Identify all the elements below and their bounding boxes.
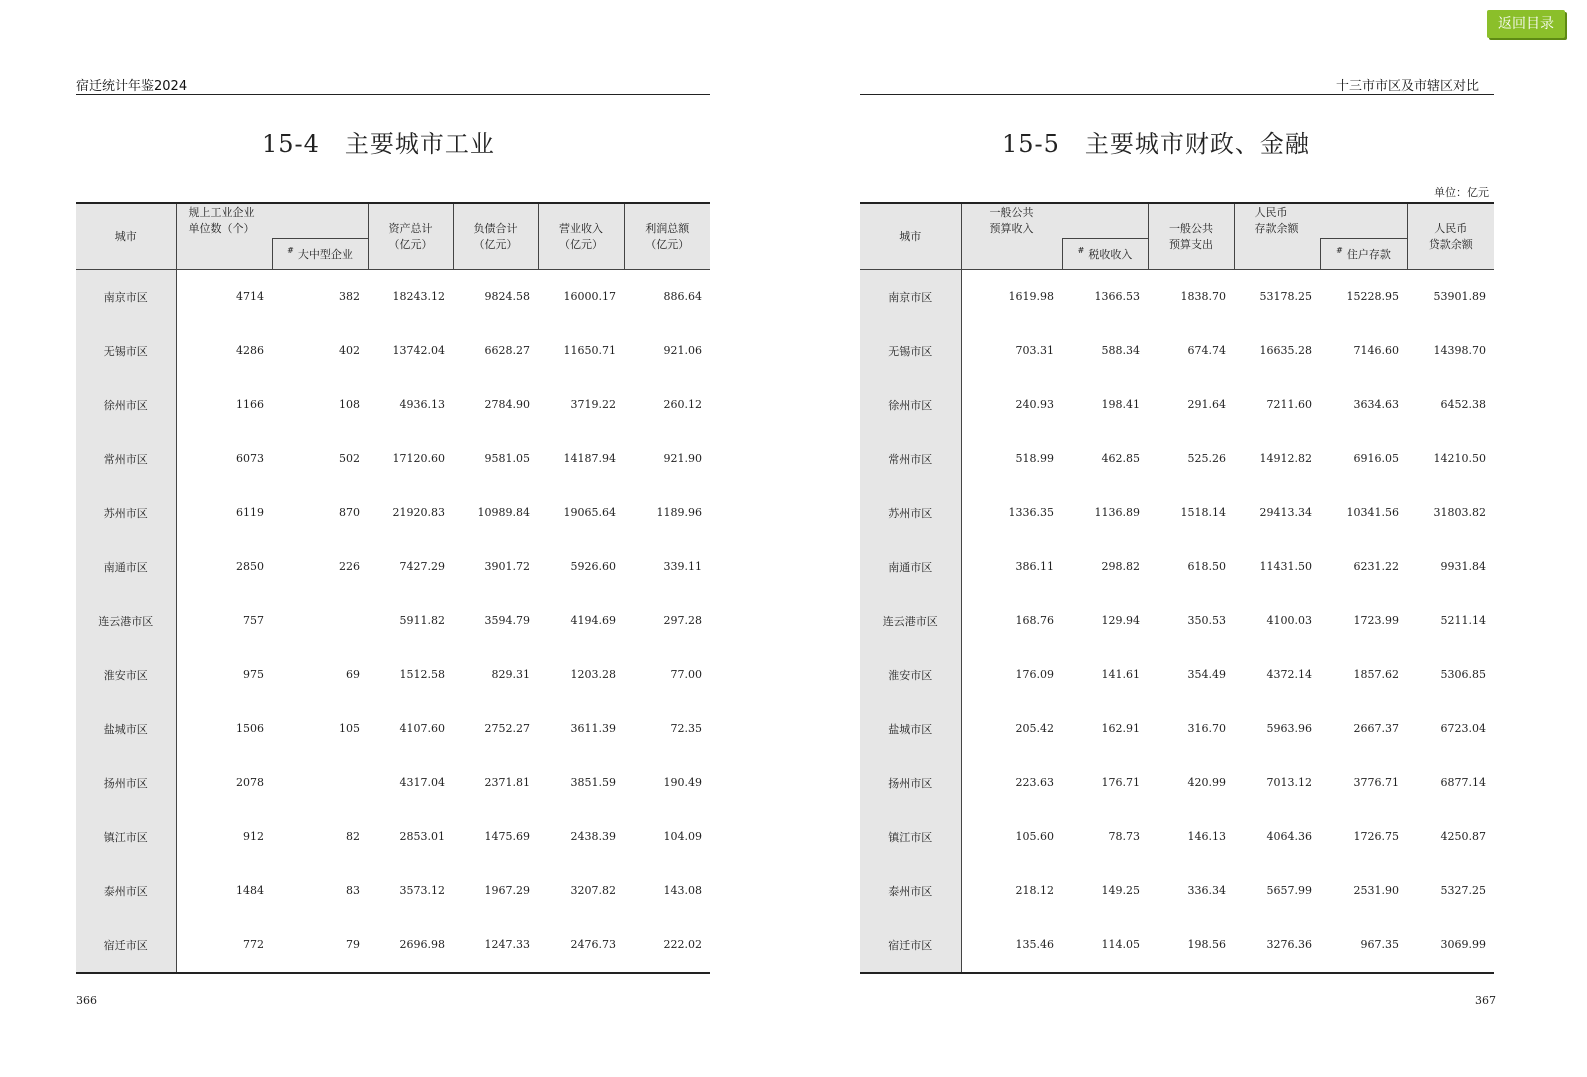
table-cell: 870 [339,506,360,519]
col-debt-l2: （亿元） [473,238,518,252]
back-to-contents-button[interactable]: 返回目录 [1487,10,1565,38]
table-cell: 1512.58 [399,668,445,681]
table-cell: 143.08 [663,884,702,897]
row-city-cell: 常州市区 [76,432,176,486]
col-revenue-total-spacer [961,239,1062,270]
table-cell: 354.49 [1187,668,1226,681]
col-revenue-l2: （亿元） [559,238,603,252]
row-city-cell: 徐州市区 [860,378,961,432]
table-row [860,378,1494,432]
table-cell: 975 [243,668,264,681]
col-loans [1407,203,1494,269]
right-table-title: 15-5 主要城市财政、金融 [1002,130,1310,158]
table-cell: 921.06 [663,344,702,357]
table-cell: 69 [346,668,360,681]
table-cell: 83 [346,884,360,897]
table-cell: 7211.60 [1266,398,1312,411]
table-cell: 382 [339,290,360,303]
table-cell: 829.31 [491,668,530,681]
table-cell: 1247.33 [484,938,530,951]
row-city-cell: 淮安市区 [860,648,961,702]
row-city-cell: 镇江市区 [76,810,176,864]
table-cell: 146.13 [1187,830,1226,843]
col-household-deposits-label: 住户存款 [1346,247,1391,261]
table-cell: 757 [243,614,264,627]
table-cell: 218.12 [1015,884,1054,897]
table-cell: 104.09 [663,830,702,843]
table-cell: 5211.14 [1440,614,1486,627]
row-city-cell: 无锡市区 [76,324,176,378]
row-city-cell: 南京市区 [76,269,176,324]
table-row [76,702,710,756]
table-cell: 31803.82 [1433,506,1486,519]
table-cell: 105.60 [1015,830,1054,843]
table-cell: 82 [346,830,360,843]
col-city: 城市 [860,203,961,269]
table-row [860,648,1494,702]
table-cell: 14912.82 [1259,452,1312,465]
row-city-cell: 连云港市区 [860,594,961,648]
table-cell: 2078 [236,776,264,789]
col-enterprise-count-l1: 规上工业企业 [188,206,255,219]
table-cell: 525.26 [1187,452,1226,465]
left-page-number: 366 [76,994,97,1007]
hash-mark: # [287,246,294,256]
row-city-cell: 南通市区 [860,540,961,594]
table-cell: 4317.04 [399,776,445,789]
table-cell: 912 [243,830,264,843]
table-cell: 11650.71 [563,344,616,357]
table-cell: 2667.37 [1353,722,1399,735]
table-cell: 1203.28 [570,668,616,681]
table-cell: 298.82 [1101,560,1140,573]
table-row [860,702,1494,756]
table-cell: 2784.90 [484,398,530,411]
table-cell: 198.56 [1187,938,1226,951]
row-city-cell: 淮安市区 [76,648,176,702]
right-running-header: 十三市市区及市辖区对比 [1336,79,1480,94]
col-household-deposits [1320,239,1407,270]
row-city-cell: 泰州市区 [860,864,961,918]
table-cell: 198.41 [1101,398,1140,411]
table-cell: 3851.59 [570,776,616,789]
table-cell: 78.73 [1108,830,1140,843]
table-cell: 17120.60 [392,452,445,465]
table-cell: 4064.36 [1266,830,1312,843]
table-row [76,540,710,594]
table-cell: 14187.94 [563,452,616,465]
table-cell: 223.63 [1015,776,1054,789]
table-cell: 6723.04 [1440,722,1486,735]
left-header-rule [76,94,710,95]
table-row [860,864,1494,918]
col-loans-l1: 人民币 [1434,222,1468,236]
col-profit-l1: 利润总额 [645,222,690,236]
table-cell: 3776.71 [1353,776,1399,789]
table-cell: 2853.01 [399,830,445,843]
col-budget-expenditure-l1: 一般公共 [1169,222,1213,236]
col-loans-l2: 贷款余额 [1428,238,1473,252]
table-cell: 114.05 [1101,938,1140,951]
table-row [76,648,710,702]
table-row [860,324,1494,378]
table-cell: 3634.63 [1353,398,1399,411]
col-deposits [1234,203,1407,239]
row-city-cell: 扬州市区 [76,756,176,810]
table-cell: 3719.22 [570,398,616,411]
table-cell: 260.12 [663,398,702,411]
finance-table [860,202,1494,974]
table-cell: 674.74 [1187,344,1226,357]
table-cell: 108 [339,398,360,411]
table-cell: 14210.50 [1433,452,1486,465]
col-profit [624,203,710,269]
table-cell: 129.94 [1101,614,1140,627]
col-enterprise-count-l2: 单位数（个） [188,222,255,235]
col-large-enterprise [272,239,368,270]
table-cell: 921.90 [663,452,702,465]
table-cell: 350.53 [1187,614,1226,627]
table-cell: 5327.25 [1440,884,1486,897]
table-cell: 6231.22 [1353,560,1399,573]
table-cell: 1166 [236,398,264,411]
table-cell: 5963.96 [1266,722,1312,735]
table-cell: 72.35 [670,722,702,735]
table-cell: 4372.14 [1266,668,1312,681]
left-running-header: 宿迁统计年鉴2024 [76,79,188,94]
table-cell: 1518.14 [1180,506,1226,519]
row-city-cell: 无锡市区 [860,324,961,378]
table-cell: 1619.98 [1008,290,1054,303]
table-row [76,378,710,432]
table-row [76,486,710,540]
table-cell: 4100.03 [1266,614,1312,627]
table-cell: 1857.62 [1353,668,1399,681]
table-cell: 5911.82 [399,614,445,627]
table-cell: 1475.69 [484,830,530,843]
table-cell: 53178.25 [1259,290,1312,303]
table-row [860,756,1494,810]
table-cell: 3573.12 [399,884,445,897]
row-city-cell: 徐州市区 [76,378,176,432]
col-budget-expenditure-l2: 预算支出 [1169,238,1213,252]
row-city-cell: 盐城市区 [860,702,961,756]
table-row [860,269,1494,324]
col-count-total-spacer [176,239,272,270]
table-row [860,540,1494,594]
table-cell: 4936.13 [399,398,445,411]
table-cell: 3901.72 [484,560,530,573]
table-cell: 10341.56 [1346,506,1399,519]
table-cell: 1726.75 [1353,830,1399,843]
table-cell: 226 [339,560,360,573]
table-cell: 420.99 [1187,776,1226,789]
table-cell: 79 [346,938,360,951]
table-cell: 2752.27 [484,722,530,735]
table-cell: 141.61 [1101,668,1140,681]
table-cell: 1336.35 [1008,506,1054,519]
table-cell: 9581.05 [484,452,530,465]
table-cell: 1506 [236,722,264,735]
table-cell: 168.76 [1015,614,1054,627]
table-cell: 2531.90 [1353,884,1399,897]
table-cell: 18243.12 [392,290,445,303]
table-cell: 1838.70 [1180,290,1226,303]
table-cell: 53901.89 [1433,290,1486,303]
table-cell: 6452.38 [1440,398,1486,411]
table-row [76,324,710,378]
table-cell: 5657.99 [1266,884,1312,897]
table-cell: 5306.85 [1440,668,1486,681]
table-cell: 3594.79 [484,614,530,627]
table-cell: 5926.60 [570,560,616,573]
col-profit-l2: （亿元） [645,238,690,252]
table-cell: 1189.96 [656,506,702,519]
row-city-cell: 宿迁市区 [76,918,176,973]
col-budget-revenue-l1: 一般公共 [989,206,1034,219]
table-cell: 967.35 [1360,938,1399,951]
col-large-enterprise-label: 大中型企业 [297,247,353,261]
table-row [76,594,710,648]
table-cell: 6916.05 [1353,452,1399,465]
table-cell: 3207.82 [570,884,616,897]
col-budget-expenditure [1148,203,1234,269]
table-cell: 1136.89 [1094,506,1140,519]
table-cell: 21920.83 [392,506,445,519]
table-cell: 4194.69 [570,614,616,627]
table-cell: 7013.12 [1266,776,1312,789]
table-cell: 7427.29 [399,560,445,573]
row-city-cell: 扬州市区 [860,756,961,810]
table-cell: 291.64 [1187,398,1226,411]
table-cell: 2696.98 [399,938,445,951]
table-cell: 6877.14 [1440,776,1486,789]
table-cell: 316.70 [1187,722,1226,735]
industry-table [76,202,710,974]
table-row [860,918,1494,973]
table-row [860,432,1494,486]
col-city: 城市 [76,203,176,269]
table-cell: 4714 [236,290,264,303]
table-cell: 618.50 [1187,560,1226,573]
table-cell: 205.42 [1015,722,1054,735]
table-cell: 176.71 [1101,776,1140,789]
table-cell: 9824.58 [484,290,530,303]
table-cell: 1967.29 [484,884,530,897]
col-revenue-l1: 营业收入 [559,222,603,236]
unit-label: 单位：亿元 [1434,186,1489,199]
table-cell: 518.99 [1015,452,1054,465]
table-cell: 6628.27 [484,344,530,357]
table-cell: 105 [339,722,360,735]
table-row [860,594,1494,648]
row-city-cell: 苏州市区 [860,486,961,540]
col-deposits-total-spacer [1234,239,1320,270]
table-cell: 176.09 [1015,668,1054,681]
row-city-cell: 泰州市区 [76,864,176,918]
table-cell: 502 [339,452,360,465]
table-cell: 14398.70 [1433,344,1486,357]
table-cell: 462.85 [1101,452,1140,465]
row-city-cell: 南通市区 [76,540,176,594]
table-cell: 6119 [236,506,264,519]
table-cell: 77.00 [670,668,702,681]
table-cell: 886.64 [663,290,702,303]
hash-mark: # [1077,246,1085,256]
table-row [76,864,710,918]
table-cell: 11431.50 [1259,560,1312,573]
table-cell: 9931.84 [1440,560,1486,573]
table-cell: 3611.39 [570,722,616,735]
table-cell: 1723.99 [1353,614,1399,627]
table-cell [272,594,368,648]
table-cell: 6073 [236,452,264,465]
table-cell: 15228.95 [1346,290,1399,303]
col-revenue [538,203,624,269]
row-city-cell: 宿迁市区 [860,918,961,973]
table-cell: 2438.39 [570,830,616,843]
table-cell: 336.34 [1187,884,1226,897]
table-cell [272,756,368,810]
row-city-cell: 盐城市区 [76,702,176,756]
table-cell: 4286 [236,344,264,357]
table-cell: 16635.28 [1259,344,1312,357]
left-table-title: 15-4 主要城市工业 [262,130,495,158]
table-cell: 2850 [236,560,264,573]
right-page-number: 367 [1475,994,1496,1007]
col-tax-revenue-label: 税收收入 [1088,247,1133,261]
table-cell: 588.34 [1101,344,1140,357]
table-cell: 4107.60 [399,722,445,735]
table-cell: 29413.34 [1259,506,1312,519]
table-cell: 135.46 [1015,938,1054,951]
col-budget-revenue-l2: 预算收入 [989,222,1034,235]
table-row [76,756,710,810]
table-cell: 3276.36 [1266,938,1312,951]
table-cell: 402 [339,344,360,357]
table-cell: 149.25 [1101,884,1140,897]
table-cell: 222.02 [663,938,702,951]
table-cell: 1366.53 [1094,290,1140,303]
col-assets [368,203,453,269]
col-assets-l2: （亿元） [388,238,433,252]
col-budget-revenue [961,203,1148,239]
col-deposits-l1: 人民币 [1254,206,1288,219]
table-cell: 16000.17 [563,290,616,303]
hash-mark: # [1336,246,1343,256]
right-header-rule [860,94,1494,95]
table-row [76,269,710,324]
table-row [860,486,1494,540]
table-row [860,810,1494,864]
row-city-cell: 连云港市区 [76,594,176,648]
table-row [76,918,710,973]
col-tax-revenue [1062,239,1148,270]
table-cell: 190.49 [663,776,702,789]
table-cell: 703.31 [1015,344,1054,357]
table-cell: 1484 [236,884,264,897]
table-row [76,810,710,864]
table-cell: 2476.73 [570,938,616,951]
row-city-cell: 镇江市区 [860,810,961,864]
col-debt-l1: 负债合计 [473,222,518,236]
col-debt [453,203,538,269]
col-deposits-l2: 存款余额 [1254,222,1299,235]
table-cell: 7146.60 [1353,344,1399,357]
table-cell: 2371.81 [484,776,530,789]
table-cell: 10989.84 [477,506,530,519]
table-cell: 386.11 [1015,560,1054,573]
table-cell: 4250.87 [1440,830,1486,843]
table-cell: 19065.64 [563,506,616,519]
table-cell: 3069.99 [1440,938,1486,951]
table-cell: 772 [243,938,264,951]
table-cell: 297.28 [663,614,702,627]
table-cell: 240.93 [1015,398,1054,411]
row-city-cell: 常州市区 [860,432,961,486]
table-row [76,432,710,486]
col-assets-l1: 资产总计 [388,222,433,236]
row-city-cell: 南京市区 [860,269,961,324]
table-cell: 339.11 [663,560,702,573]
table-cell: 13742.04 [392,344,445,357]
row-city-cell: 苏州市区 [76,486,176,540]
col-enterprise-count [176,203,368,239]
table-cell: 162.91 [1101,722,1140,735]
